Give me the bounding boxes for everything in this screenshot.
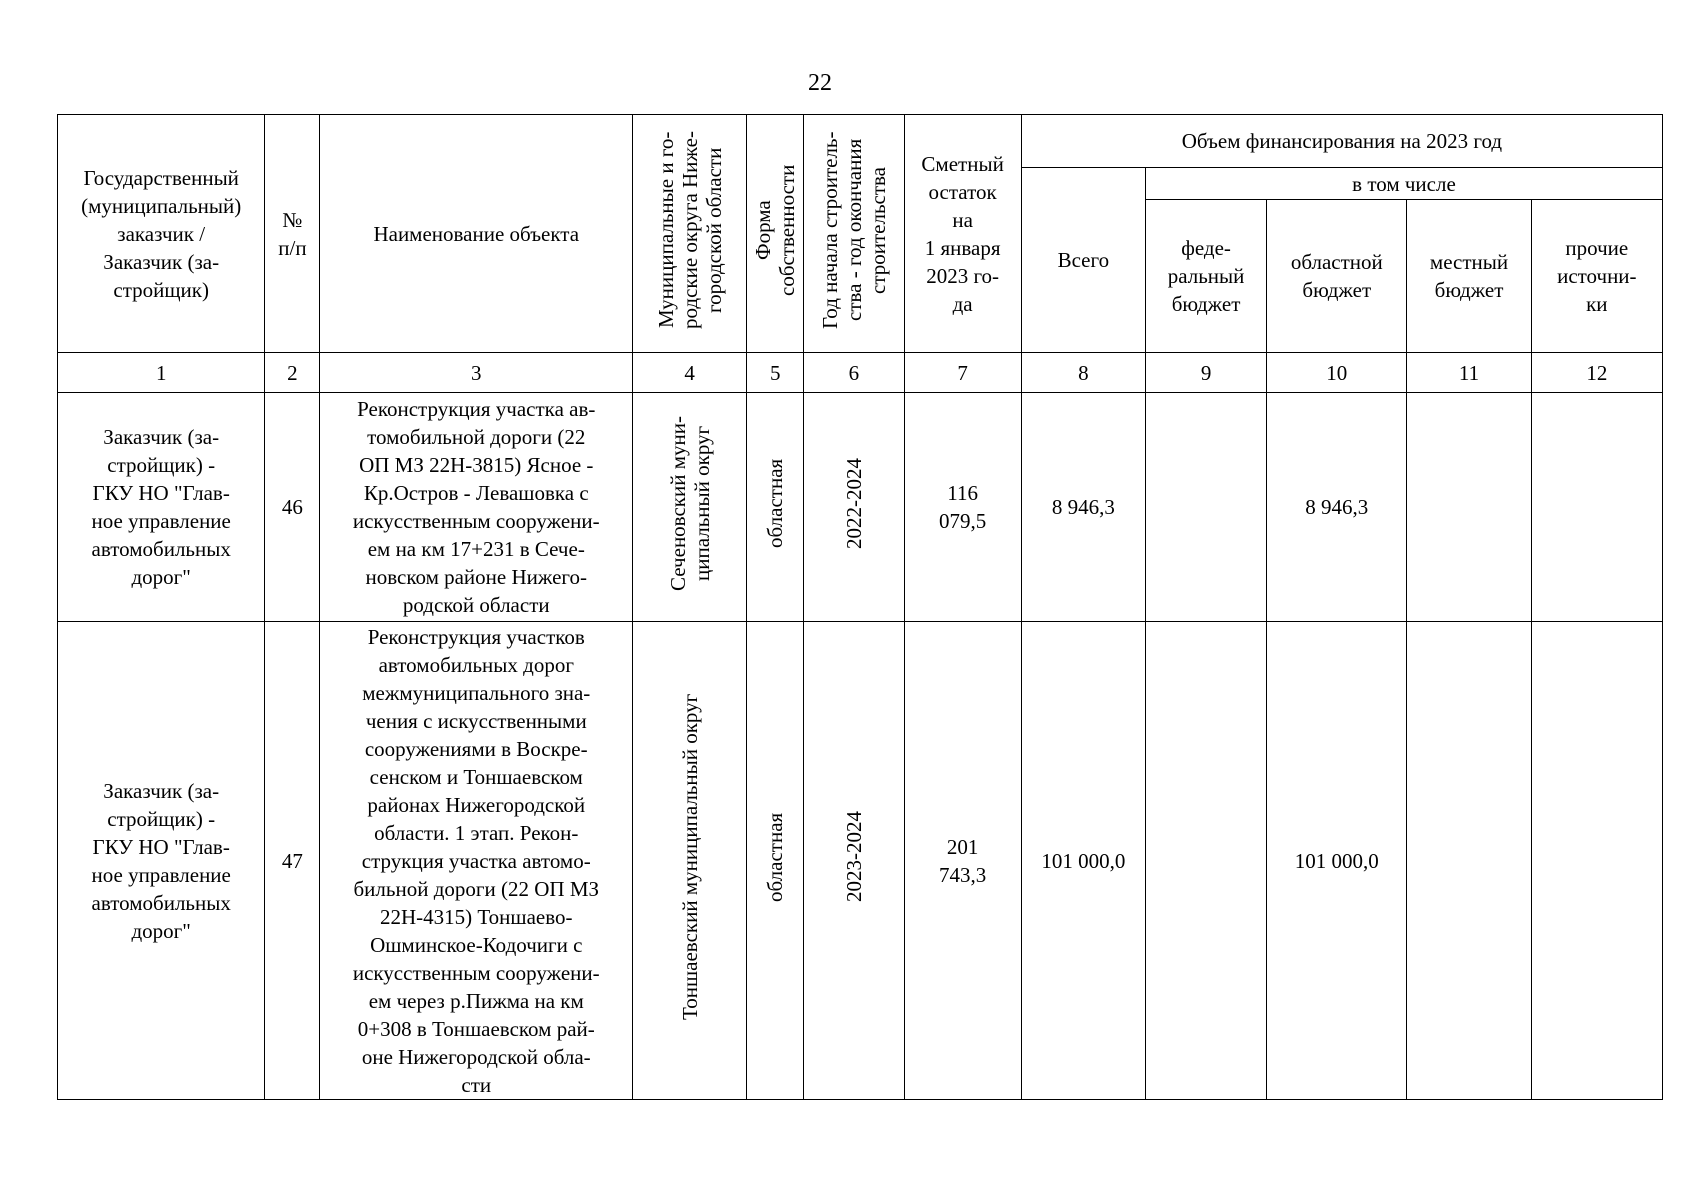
column-number: 5: [747, 353, 804, 393]
row-customer: Заказчик (за- стройщик) - ГКУ НО "Глав- ное управление автомобильных дорог": [58, 622, 265, 1100]
column-number: 11: [1407, 353, 1531, 393]
header-total: Всего: [1021, 168, 1145, 353]
header-remainder: Сметный остаток на 1 января 2023 го- да: [904, 115, 1021, 353]
row-other: [1531, 622, 1662, 1100]
header-customer: Государственный (муниципальный) заказчик / Заказчик (за- стройщик): [58, 115, 265, 353]
row-regional: 101 000,0: [1267, 622, 1407, 1100]
financing-table: [57, 114, 1663, 1100]
header-federal: феде- ральный бюджет: [1145, 200, 1266, 353]
column-number: 12: [1531, 353, 1662, 393]
row-customer: Заказчик (за- стройщик) - ГКУ НО "Глав- ное управление автомобильных дорог": [58, 393, 265, 622]
table-row: [58, 622, 1663, 1100]
column-number: 2: [265, 353, 320, 393]
column-number: 1: [58, 353, 265, 393]
header-district: Муниципальные и го- родские округа Ниже- городской области: [633, 115, 747, 353]
header-number: № п/п: [265, 115, 320, 353]
header-other: прочие источни- ки: [1531, 200, 1662, 353]
row-remainder: 201 743,3: [904, 622, 1021, 1100]
table-row: [58, 393, 1663, 622]
row-number: 46: [265, 393, 320, 622]
row-years: 2022-2024: [804, 393, 904, 622]
row-years: 2023-2024: [804, 622, 904, 1100]
row-ownership: областная: [747, 393, 804, 622]
header-ownership: Форма собственности: [747, 115, 804, 353]
row-object-name: Реконструкция участка ав- томобильной дороги (22 ОП МЗ 22Н-3815) Ясное - Кр.Остров - Левашовка с искусственным сооружени- ем на км 17+231 в Сече- новском районе Нижего- родской области: [320, 393, 633, 622]
row-total: 8 946,3: [1021, 393, 1145, 622]
header-including: в том числе: [1145, 168, 1662, 200]
header-financing: Объем финансирования на 2023 год: [1021, 115, 1662, 168]
column-number: 8: [1021, 353, 1145, 393]
row-remainder: 116 079,5: [904, 393, 1021, 622]
row-district: Сеченовский муни- ципальный округ: [633, 393, 747, 622]
column-number-row: [58, 353, 1663, 393]
row-local: [1407, 393, 1531, 622]
row-other: [1531, 393, 1662, 622]
column-number: 3: [320, 353, 633, 393]
header-local: местный бюджет: [1407, 200, 1531, 353]
column-number: 9: [1145, 353, 1266, 393]
header-regional: областной бюджет: [1267, 200, 1407, 353]
header-years: Год начала строитель- ства - год окончания строительства: [804, 115, 904, 353]
row-federal: [1145, 393, 1266, 622]
row-regional: 8 946,3: [1267, 393, 1407, 622]
column-number: 10: [1267, 353, 1407, 393]
page-number: 22: [808, 70, 832, 96]
column-number: 4: [633, 353, 747, 393]
row-number: 47: [265, 622, 320, 1100]
row-object-name: Реконструкция участков автомобильных дорог межмуниципального зна- чения с искусственными сооружениями в Воскре- сенском и Тоншаевском районах Нижегородской области. 1 этап. Рекон- струкция участка автомо- бильной дороги (22 ОП МЗ 22Н-4315) Тоншаево- Ошминское-Кодочиги с искусственным сооружени- ем через р.Пижма на км 0+308 в Тоншаевском рай- оне Нижегородской обла- сти: [320, 622, 633, 1100]
row-ownership: областная: [747, 622, 804, 1100]
column-number: 7: [904, 353, 1021, 393]
row-federal: [1145, 622, 1266, 1100]
column-number: 6: [804, 353, 904, 393]
row-total: 101 000,0: [1021, 622, 1145, 1100]
row-district: Тоншаевский муниципальный округ: [633, 622, 747, 1100]
header-object-name: Наименование объекта: [320, 115, 633, 353]
row-local: [1407, 622, 1531, 1100]
